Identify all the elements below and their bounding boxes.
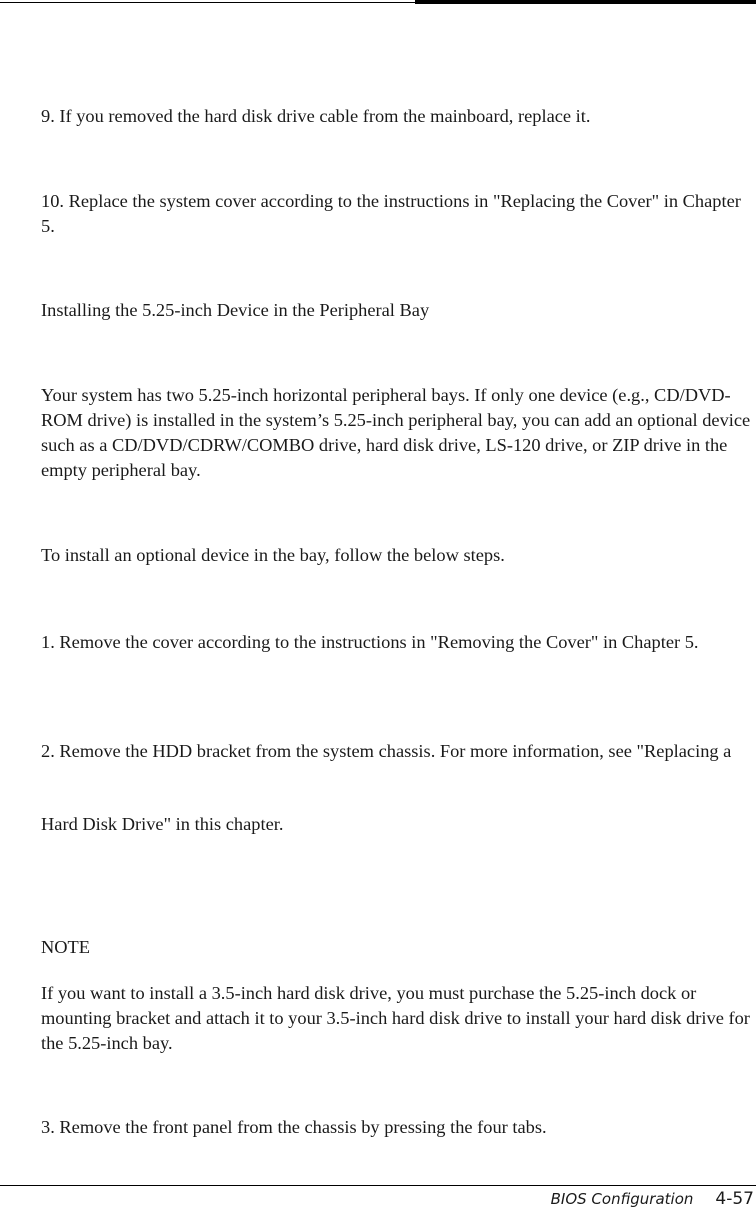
- section-heading: Installing the 5.25-inch Device in the Peripheral Bay: [41, 300, 430, 320]
- page-number: 4-57: [715, 1188, 754, 1209]
- footer-section-title: BIOS Configuration: [550, 1189, 694, 1208]
- note-label: NOTE: [41, 937, 91, 957]
- page-footer: [551, 1186, 754, 1211]
- intro-paragraph: Your system has two 5.25-inch horizontal peripheral bays. If only one device (e.g., CD/DVD-ROM drive) is installed in the system’s 5.25-inch peripheral bay, you can add an optional device such as a CD/DVD/CDRW/COMBO drive, hard disk drive, LS-120 drive, or ZIP drive in the empty peripheral bay.: [41, 385, 751, 480]
- step-10-text: 10. Replace the system cover according to the instructions in "Replacing the Cover" in Chapter 5.: [41, 191, 741, 236]
- steps-intro-text: To install an optional device in the bay, follow the below steps.: [41, 545, 505, 565]
- step-9-text: 9. If you removed the hard disk drive cable from the mainboard, replace it.: [41, 106, 591, 126]
- note-text: If you want to install a 3.5-inch hard disk drive, you must purchase the 5.25-inch dock or mounting bracket and attach it to your 3.5-inch hard disk drive to install your hard disk drive for the 5.25-inch bay.: [41, 983, 750, 1053]
- header-rule-thick: [415, 0, 756, 4]
- step-2-text: 2. Remove the HDD bracket from the system chassis. For more information, see "Replacing a: [41, 741, 732, 761]
- step-2-continuation: Hard Disk Drive" in this chapter.: [41, 814, 284, 834]
- header-rule-thin: [0, 2, 415, 3]
- step-3-text: 3. Remove the front panel from the chassis by pressing the four tabs.: [41, 1117, 547, 1137]
- step-1-text: 1. Remove the cover according to the instructions in "Removing the Cover" in Chapter 5.: [41, 632, 699, 652]
